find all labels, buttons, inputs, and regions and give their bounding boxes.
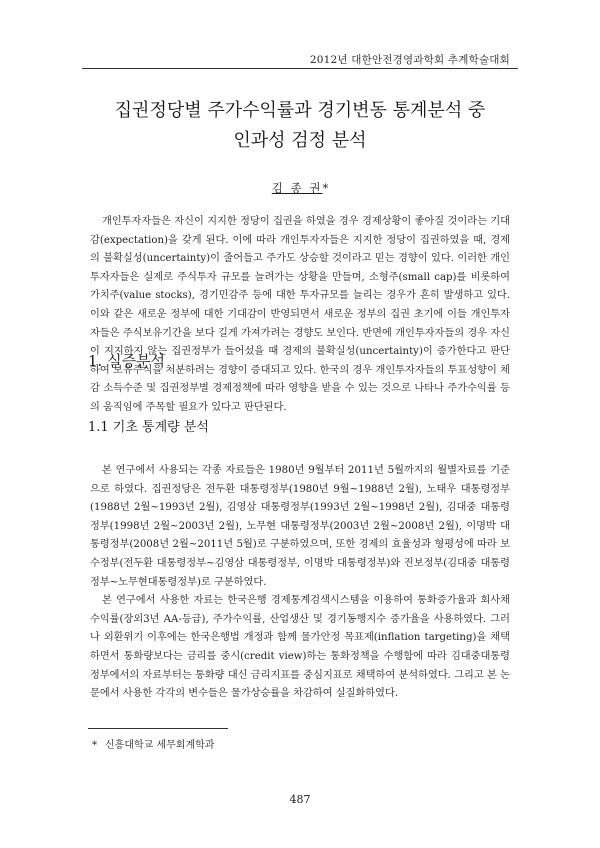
author-line xyxy=(0,180,600,196)
author-name: 김 종 권 xyxy=(271,181,323,195)
footnote-rule xyxy=(88,728,228,729)
paper-title xyxy=(90,96,510,156)
footnote-text: 신흥대학교 세무회계학과 xyxy=(105,740,215,751)
body-text xyxy=(90,462,510,704)
page-number: 487 xyxy=(289,793,311,806)
author-footnote-mark: * xyxy=(322,181,329,195)
footnote-mark: * xyxy=(92,740,97,751)
section-heading: 1. 실증분석 xyxy=(88,352,166,370)
title-line-2: 인과성 검정 분석 xyxy=(233,130,367,151)
body-paragraph-1: 본 연구에서 사용되는 각종 자료들은 1980년 9월부터 2011년 5월까지의 월별자료를 기준으로 하였다. 집권정당은 전두환 대통령정부(1980년 9월~1988년 2월), 노태우 대통령정부(1988년 2월~1993년 2월), 김영삼 대통령정부(1993년 2월~1998년 2월), 김대중 대통령정부(1998년 2월~2003년 2월), 노무현 대통령정부(2003년 2월~2008년 2월), 이명박 대통령정부(2008년 2월~2011년 5월)로 구분하였으며, 또한 경제의 효율성과 형평성에 따라 보수정부(전두환 대통령정부~김영삼 대통령정부, 이명박 대통령정부)와 진보정부(김대중 대통령정부~노무현대통령정부)로 구분하였다. xyxy=(90,465,510,588)
abstract: 개인투자자들은 자신이 지지한 정당이 집권을 하였을 경우 경제상황이 좋아질 것이라는 기대감(expectation)을 갖게 된다. 이에 따라 개인투자자들은 지지한 정당이 집권하였을 때, 경제의 불확실성(uncertainty)이 줄어들고 주가도 상승할 것이라고 믿는 경향이 있다. 이러한 개인투자자들은 실제로 주식투자 규모를 늘려가는 상황을 만들며, 소형주(small cap)를 비롯하여 가치주(value stocks), 경기민감주 등에 대한 투자규모를 늘리는 경우가 흔히 발생하고 있다. 이와 같은 새로운 정부에 대한 기대감이 반영되면서 새로운 정부의 집권 초기에 이들 개인투자자들은 주식보유기간을 보다 길게 가져가려는 경향도 보인다. 반면에 개인투자자들의 경우 자신이 지지하지 않는 집권정부가 들어섰을 때 경제의 불확실성(uncertainty)이 증가한다고 판단하여 보유주식을 처분하려는 경향이 증대되고 있다. 한국의 경우 개인투자자들의 투표성향이 체감 소득수준 및 집권정부별 경제정책에 따라 영향을 받을 수 있는 것으로 나타나 주가수익률 등의 움직임에 주목할 필요가 있다고 판단된다. xyxy=(90,216,510,413)
body-paragraph-2: 본 연구에서 사용한 자료는 한국은행 경제통계검색시스템을 이용하여 통화증가율과 회사채수익률(장외3년 AA-등급), 주가수익률, 산업생산 및 경기동행지수 증가율을 사용하였다. 그러나 외환위기 이후에는 한국은행법 개정과 함께 물가안정 목표제(inflation targeting)을 채택하면서 통화량보다는 금리를 중시(credit view)하는 통화정책을 수행함에 따라 김대중대통령정부에서의 자료부터는 통화량 대신 금리지표를 중심지표로 채택하여 분석하였다. 그리고 본 논문에서 사용한 각각의 변수들은 물가상승률을 차감하여 실질화하였다. xyxy=(90,595,510,700)
running-header: 2012년 대한안전경영과학회 추계학술대회 xyxy=(309,54,510,66)
header-rule xyxy=(82,68,518,69)
subsection-heading: 1.1 기초 통계량 분석 xyxy=(88,420,209,435)
title-line-1: 집권정당별 주가수익률과 경기변동 통계분석 중 xyxy=(114,100,486,121)
footnote xyxy=(92,736,214,751)
